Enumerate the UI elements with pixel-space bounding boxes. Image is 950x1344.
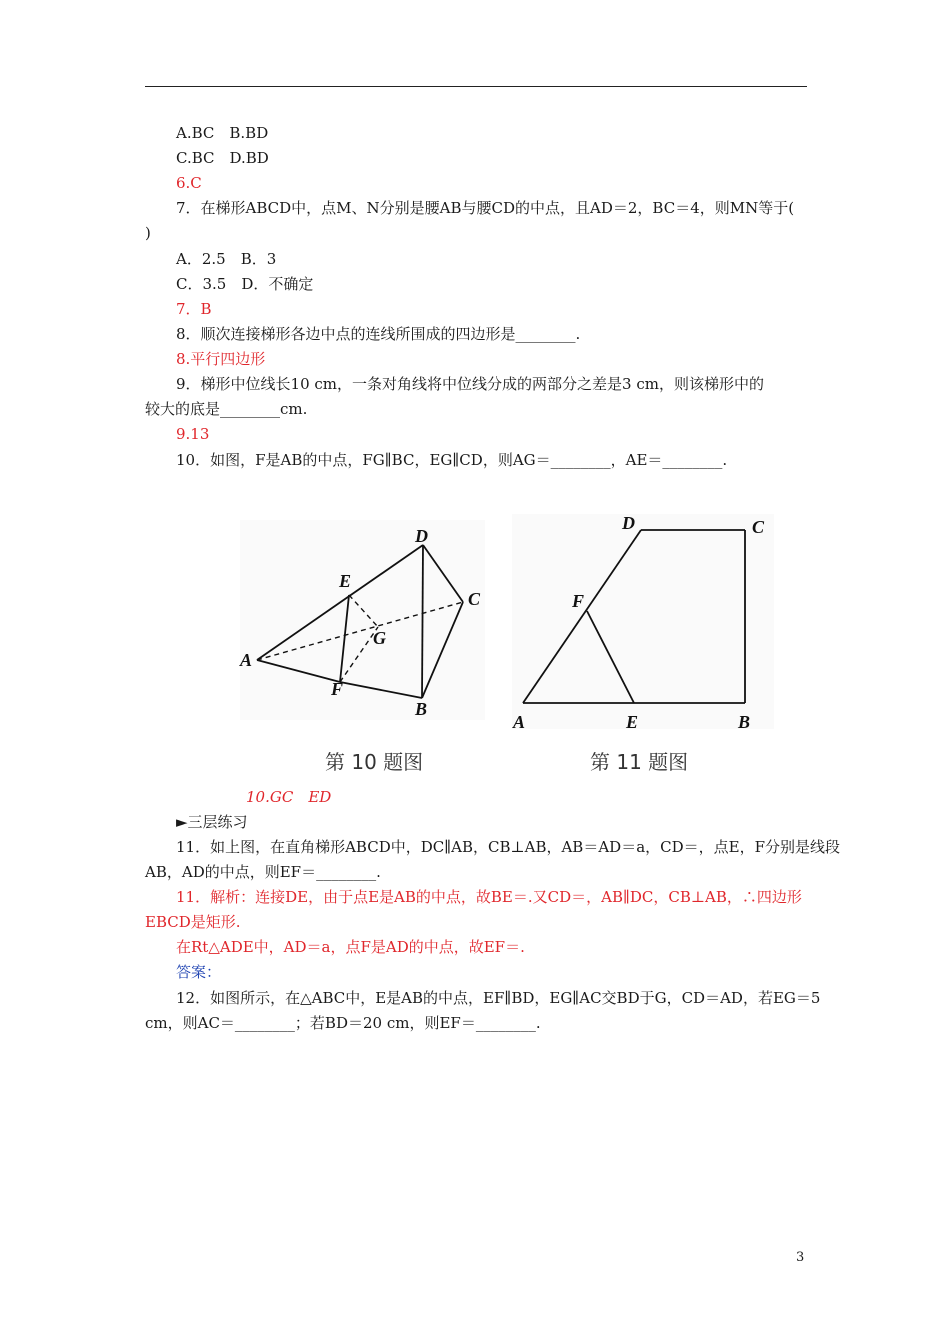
q11-stem-line1: 11．如上图，在直角梯形ABCD中，DC∥AB，CB⊥AB，AB＝AD＝a，CD＝，点E，F分别是线段: [176, 838, 840, 856]
header-rule: [145, 86, 807, 87]
figure-10-caption: 第 10 题图: [325, 750, 424, 774]
fig10-label-d: D: [415, 526, 428, 546]
answer-6: 6.C: [176, 174, 202, 192]
q10-stem: 10．如图，F是AB的中点，FG∥BC，EG∥CD，则AG＝________，AE＝________.: [176, 451, 728, 469]
answer-7: 7．B: [176, 300, 212, 318]
q9-stem-line2: 较大的底是________cm.: [145, 400, 308, 418]
q11-stem-line2: AB，AD的中点，则EF＝________.: [145, 863, 381, 881]
figure-11: [508, 510, 778, 735]
fig10-label-b: B: [415, 699, 428, 719]
figure-10: [235, 515, 490, 725]
fig11-label-d: D: [622, 513, 635, 533]
fig11-label-c: C: [752, 517, 765, 537]
page-number: 3: [796, 1250, 805, 1265]
q7-options-line2: C．3.5 D．不确定: [176, 275, 314, 293]
answer-11-line1: 11．解析：连接DE，由于点E是AB的中点，故BE＝.又CD＝，AB∥DC，CB⊥AB，∴四边形: [176, 888, 802, 906]
answer-11-line2: EBCD是矩形.: [145, 913, 241, 931]
answer-8: 8.平行四边形: [176, 350, 266, 368]
q7-stem-line1: 7．在梯形ABCD中，点M、N分别是腰AB与腰CD的中点，且AD＝2，BC＝4，则MN等于(: [176, 199, 795, 217]
answer-9: 9.13: [176, 425, 210, 443]
fig10-label-g: G: [373, 628, 386, 648]
fig11-label-a: A: [513, 712, 526, 732]
section-heading: ►三层练习: [176, 813, 248, 831]
figure-11-caption: 第 11 题图: [590, 750, 689, 774]
q9-stem-line1: 9．梯形中位线长10 cm，一条对角线将中位线分成的两部分之差是3 cm，则该梯形中的: [176, 375, 764, 393]
answer-11-line3: 在Rt△ADE中，AD＝a，点F是AD的中点，故EF＝.: [176, 938, 525, 956]
q5-options-line2: C.BC D.BD: [176, 149, 269, 167]
q5-options-line1: A.BC B.BD: [176, 124, 269, 142]
q7-stem-line2: ): [145, 224, 151, 242]
q7-options-line1: A．2.5 B．3: [176, 250, 277, 268]
answer-11-label: 答案：: [176, 963, 222, 981]
fig11-label-e: E: [626, 712, 639, 732]
fig10-label-c: C: [468, 589, 481, 609]
fig11-label-f: F: [572, 591, 585, 611]
q8-stem: 8．顺次连接梯形各边中点的连线所围成的四边形是________.: [176, 325, 581, 343]
q12-stem-line2: cm，则AC＝________；若BD＝20 cm，则EF＝________.: [145, 1014, 541, 1032]
q12-stem-line1: 12．如图所示，在△ABC中，E是AB的中点，EF∥BD，EG∥AC交BD于G，CD＝AD，若EG＝5: [176, 989, 821, 1007]
answer-10: 10.GC ED: [246, 788, 332, 806]
fig11-label-b: B: [738, 712, 751, 732]
fig10-label-e: E: [339, 571, 352, 591]
fig10-label-f: F: [331, 679, 344, 699]
fig10-label-a: A: [240, 650, 253, 670]
